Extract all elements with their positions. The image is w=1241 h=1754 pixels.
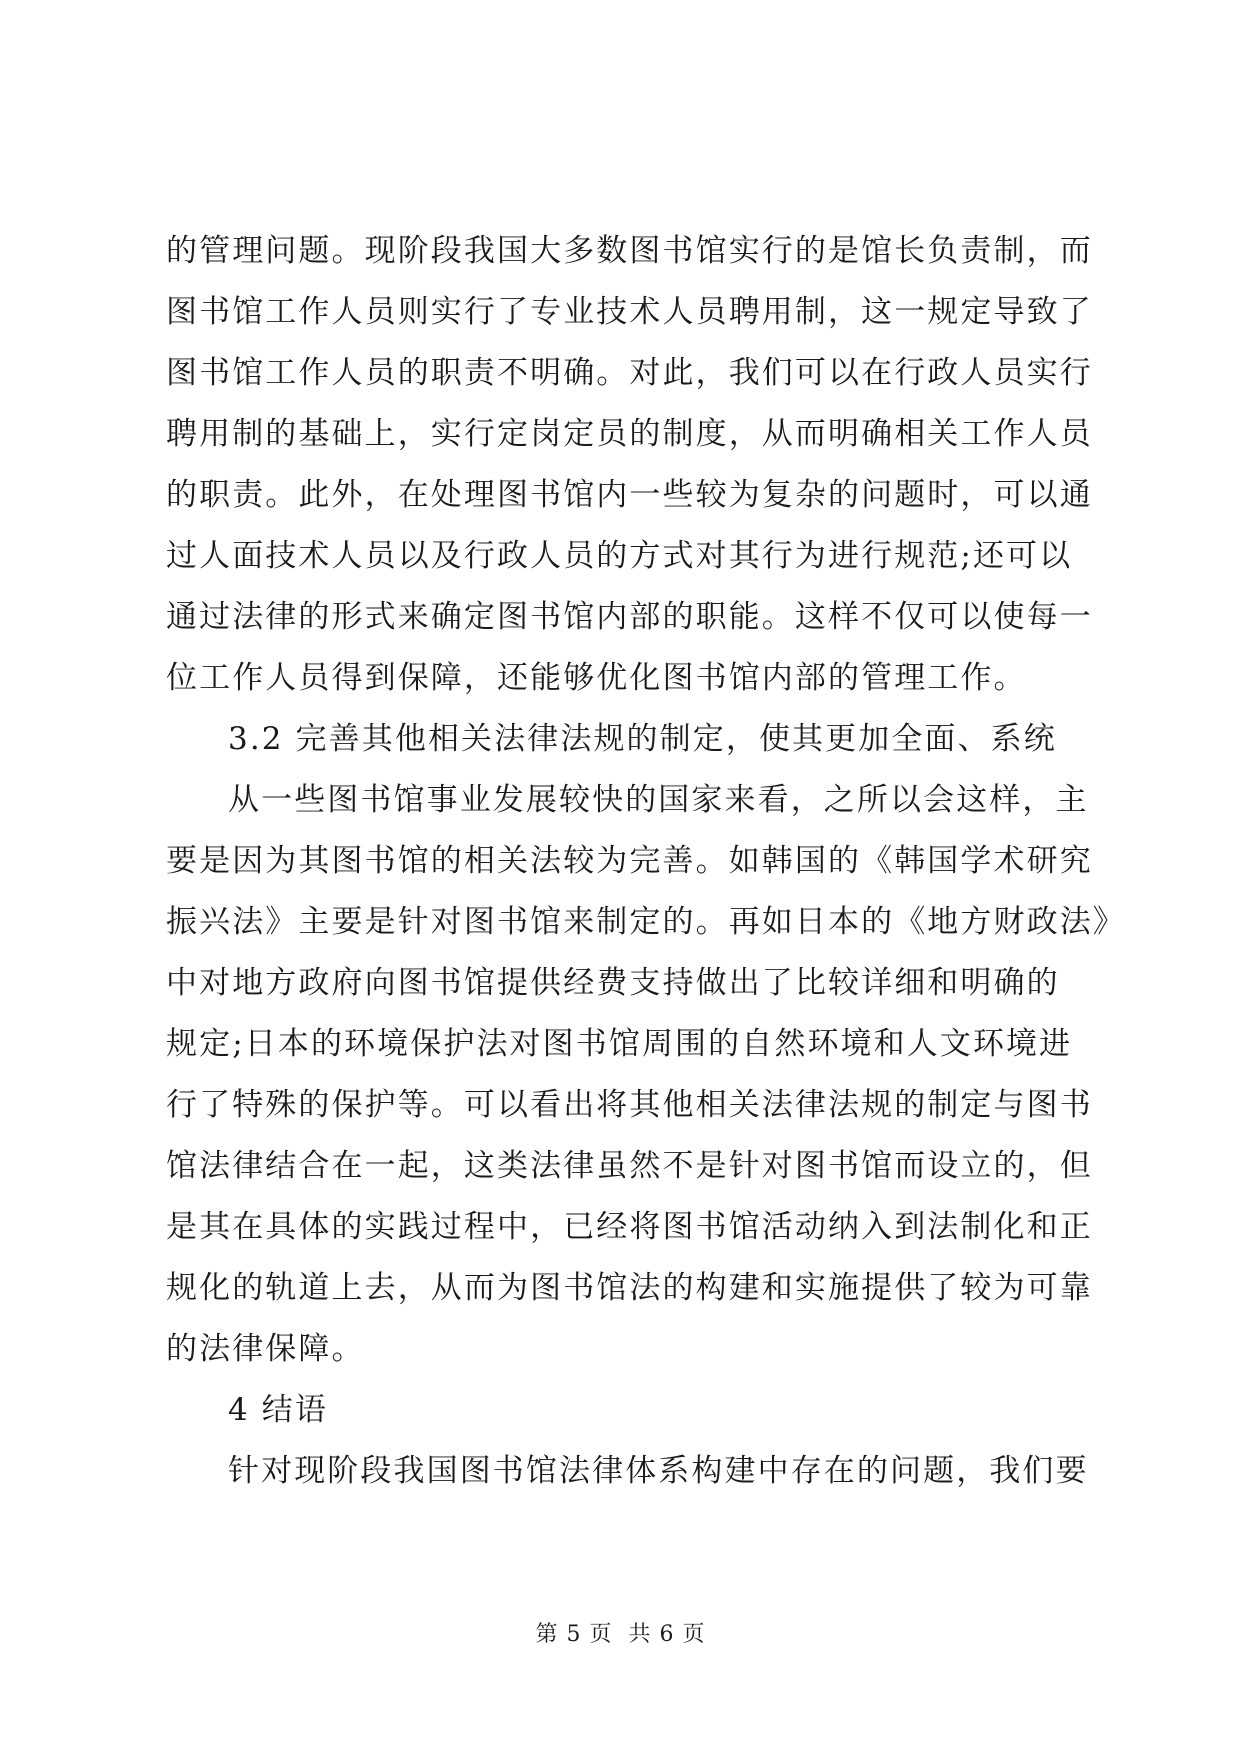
text-line: 过人面技术人员以及行政人员的方式对其行为进行规范;还可以 — [166, 538, 1073, 574]
text-line: 的职责。此外，在处理图书馆内一些较为复杂的问题时，可以通 — [166, 477, 1093, 513]
text-line: 中对地方政府向图书馆提供经费支持做出了比较详细和明确的 — [166, 965, 1060, 1001]
text-line: 行了特殊的保护等。可以看出将其他相关法律法规的制定与图书 — [166, 1087, 1093, 1123]
section-heading: 3.2 完善其他相关法律法规的制定，使其更加全面、系统 — [228, 721, 1057, 757]
text-line: 规定;日本的环境保护法对图书馆周围的自然环境和人文环境进 — [166, 1026, 1073, 1062]
text-line: 馆法律结合在一起，这类法律虽然不是针对图书馆而设立的，但 — [166, 1148, 1093, 1184]
text-line: 针对现阶段我国图书馆法律体系构建中存在的问题，我们要 — [228, 1453, 1089, 1489]
text-line: 振兴法》主要是针对图书馆来制定的。再如日本的《地方财政法》 — [166, 904, 1126, 940]
page-number-total: 共 6 页 — [628, 1622, 706, 1647]
text-line: 图书馆工作人员的职责不明确。对此，我们可以在行政人员实行 — [166, 355, 1093, 391]
text-line: 是其在具体的实践过程中，已经将图书馆活动纳入到法制化和正 — [166, 1209, 1093, 1245]
text-line: 要是因为其图书馆的相关法较为完善。如韩国的《韩国学术研究 — [166, 843, 1093, 879]
text-line: 的管理问题。现阶段我国大多数图书馆实行的是馆长负责制，而 — [166, 233, 1093, 269]
text-line: 的法律保障。 — [166, 1331, 365, 1367]
text-line: 从一些图书馆事业发展较快的国家来看，之所以会这样，主 — [228, 782, 1089, 818]
section-heading: 4 结语 — [228, 1392, 328, 1428]
text-line: 图书馆工作人员则实行了专业技术人员聘用制，这一规定导致了 — [166, 294, 1093, 330]
text-line: 规化的轨道上去，从而为图书馆法的构建和实施提供了较为可靠 — [166, 1270, 1093, 1306]
text-line: 聘用制的基础上，实行定岗定员的制度，从而明确相关工作人员 — [166, 416, 1093, 452]
text-line: 位工作人员得到保障，还能够优化图书馆内部的管理工作。 — [166, 660, 1027, 696]
page-number-current: 第 5 页 — [535, 1622, 613, 1647]
page-footer — [0, 1620, 1241, 1650]
text-line: 通过法律的形式来确定图书馆内部的职能。这样不仅可以使每一 — [166, 599, 1093, 635]
